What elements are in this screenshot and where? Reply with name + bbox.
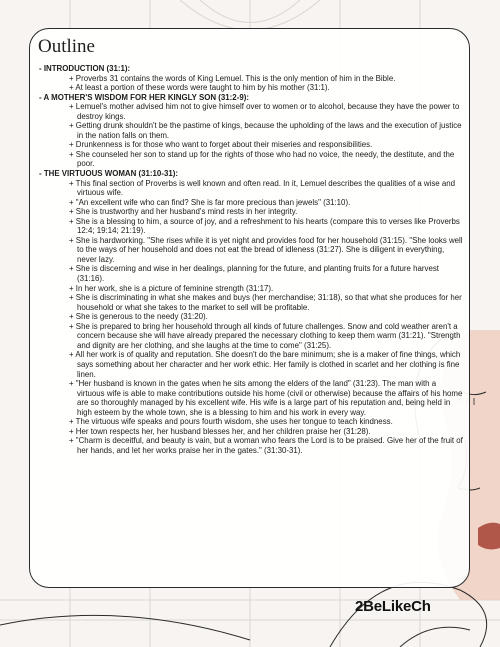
page-title: Outline	[38, 36, 95, 57]
outline-item: + Lemuel's mother advised him not to give himself over to women or to alcohol, because they have the power to destroy kings.	[69, 102, 460, 121]
outline-item: + "Charm is deceitful, and beauty is vain, but a woman who fears the Lord is to be praised. Give her of the fruit of her hands, and let her works praise her in the gates." (31:30-31).	[69, 436, 463, 455]
outline-item: + She is discerning and wise in her dealings, planning for the future, and planting fruits for a future harvest (31:16).	[69, 264, 439, 284]
outline-content	[39, 64, 463, 455]
brand-logo-text: 2BeLikeCh	[355, 598, 431, 615]
outline-item: + Getting drunk shouldn't be the pastime of kings, because the upholding of the laws and the execution of justice in the nation falls on them.	[69, 121, 462, 140]
outline-item: + She is generous to the needy (31:20).	[69, 312, 208, 322]
outline-item: + She is prepared to bring her household through all kinds of future challenges. Snow and cold weather aren't a concern because she will have already prepared the necessary clothing to keep them warm (31:21). "Strength and dignity are her clothing, and she laughs at the time to come" (31:25).	[69, 321, 461, 350]
outline-item: + "An excellent wife who can find? She is far more precious than jewels" (31:10).	[69, 197, 351, 207]
section-heading-mothers-wisdom: - A MOTHER'S WISDOM FOR HER KINGLY SON (31:2-9):	[39, 92, 249, 102]
outline-item: + She is a blessing to him, a source of joy, and a refreshment to his hearts (compare this to verses like Proverbs 12:4; 19:14; 21:19).	[69, 216, 460, 236]
outline-item: + "Her husband is known in the gates when he sits among the elders of the land" (31:23). The man with a virtuous wife is able to make contributions outside his home (civil or otherwise) because the affairs of his home are so thoroughly managed by his excellent wife. His wife is a large part of his reputation and, being held in high esteem by the whole town, she is a blessing to him and his work in every way.	[69, 379, 463, 417]
outline-item: + She is trustworthy and her husband's mind rests in her integrity.	[69, 207, 298, 217]
outline-item: + All her work is of quality and reputation. She doesn't do the bare minimum; she is a maker of fine things, which says something about her character and her work ethic. Her family is clothed in scarlet and her clothing is fine linen.	[69, 350, 461, 379]
outline-item: + In her work, she is a picture of feminine strength (31:17).	[69, 283, 274, 293]
outline-item: + At least a portion of these words were taught to him by his mother (31:1).	[69, 83, 330, 93]
outline-item: + She is hardworking. "She rises while it is yet night and provides food for her household (31:15). "She looks well to the ways of her household and does not eat the bread of idleness (31:27). She is diligent in everything, never lazy.	[69, 235, 463, 264]
section-heading-introduction: - INTRODUCTION (31:1):	[39, 64, 131, 73]
outline-item: + Drunkenness is for those who want to forget about their miseries and responsibilities.	[69, 140, 373, 150]
outline-item: + Her town respects her, her husband blesses her, and her children praise her (31:28).	[69, 426, 371, 436]
outline-item: + She is discriminating in what she makes and buys (her merchandise; 31:18), so that what she produces for her household or what she takes to the market to sell will be profitable.	[69, 293, 462, 312]
outline-item: + She counseled her son to stand up for the rights of those who had no voice, the needy, the destitute, and the poor.	[69, 149, 455, 169]
outline-item: + The virtuous wife speaks and pours fourth wisdom, she uses her tongue to teach kindness.	[69, 417, 393, 427]
section-heading-virtuous-woman: - THE VIRTUOUS WOMAN (31:10-31):	[39, 169, 178, 179]
outline-item: + Proverbs 31 contains the words of King Lemuel. This is the only mention of him in the Bible.	[69, 73, 396, 83]
outline-item: + This final section of Proverbs is well known and often read. In it, Lemuel describes the qualities of a wise and virtuous wife.	[69, 178, 456, 198]
